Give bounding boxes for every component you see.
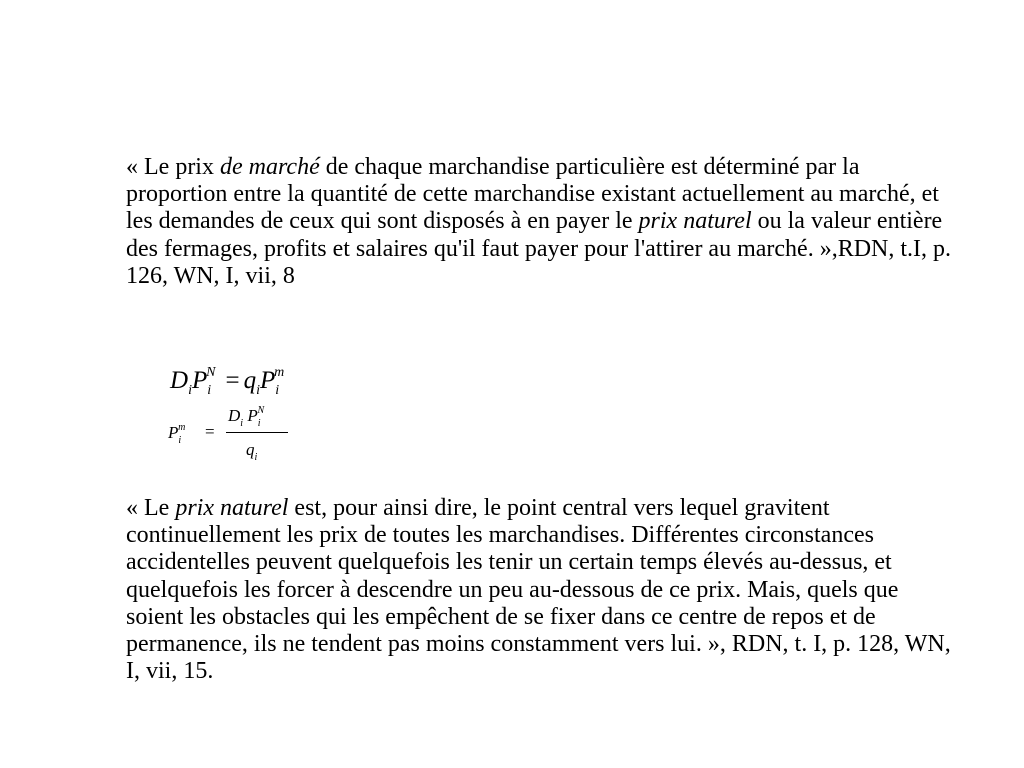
quote-market-price	[126, 154, 956, 290]
quote1-text-3: ou la valeur entière des fermages, profits et salaires qu'il faut payer pour l'attirer au marché. »,RDN, t.I, p. 126, WN, I, vii, 8	[126, 208, 952, 289]
quote1-emphasis-natural-price: prix naturel	[638, 208, 752, 235]
formula2-sup-N: N	[257, 405, 265, 416]
formula2-sub-i-num1: i	[240, 418, 244, 429]
formula1-sub-i-4: i	[275, 383, 280, 398]
formula2-sup-m: m	[178, 422, 186, 433]
formula2-P-lhs: P	[168, 423, 179, 442]
formula2-lhs	[168, 422, 185, 446]
quote1-text-2: de chaque marchandise particulière est déterminé par la proportion entre la quantité de cette marchandise existant actuellement au marché, et les demandes de ceux qui sont disposés à en payer le	[126, 154, 939, 235]
formula2-q: q	[246, 440, 255, 459]
formula2-denominator	[246, 440, 257, 463]
formula1-sup-N: N	[206, 365, 216, 380]
quote2-text-2: est, pour ainsi dire, le point central vers lequel gravitent continuellement les prix de toutes les marchandises. Différentes circonstances accidentelles peuvent quelquefois les tenir un certain temps élevés au-dessus, et quelquefois les forcer à descendre un peu au-dessous de ce prix. Mais, quels que soient les obstacles qui les empêchent de se fixer dans ce centre de repos et de permanence, ils ne tendent pas moins constamment vers lui. », RDN, t. I, p. 128, WN, I, vii, 15.	[126, 495, 951, 685]
formula1-sub-i-2: i	[207, 383, 212, 398]
formula2-equals: =	[205, 422, 215, 441]
formula2-P-num: P	[247, 406, 258, 425]
formula2-numerator	[228, 405, 264, 429]
formula2-D: D	[228, 406, 241, 425]
formula1-sup-m: m	[274, 365, 285, 380]
formula2-sub-i-num2: i	[257, 418, 261, 429]
quote2-emphasis-natural-price: prix naturel	[175, 495, 289, 521]
quote2-text-1: « Le	[126, 495, 176, 521]
quote1-emphasis-market: de marché	[219, 154, 320, 180]
formula1-D: D	[170, 367, 189, 394]
quote1-text-1: « Le prix	[126, 154, 220, 180]
formula2-sub-i-den: i	[254, 452, 258, 463]
formula1-sub-i-3: i	[256, 383, 260, 398]
formula2-fraction-bar	[226, 432, 288, 433]
formula1-P-1: P	[191, 367, 208, 394]
formula1-equals: =	[225, 367, 240, 394]
formula1-sub-i-1: i	[188, 383, 192, 398]
formula1-q: q	[243, 367, 257, 394]
formula-demand-equation	[170, 356, 284, 408]
formula2-sub-i-lhs: i	[178, 435, 182, 446]
formula1-P-2: P	[259, 367, 276, 394]
quote-natural-price	[126, 495, 956, 685]
formula-market-price-fraction	[168, 402, 298, 466]
